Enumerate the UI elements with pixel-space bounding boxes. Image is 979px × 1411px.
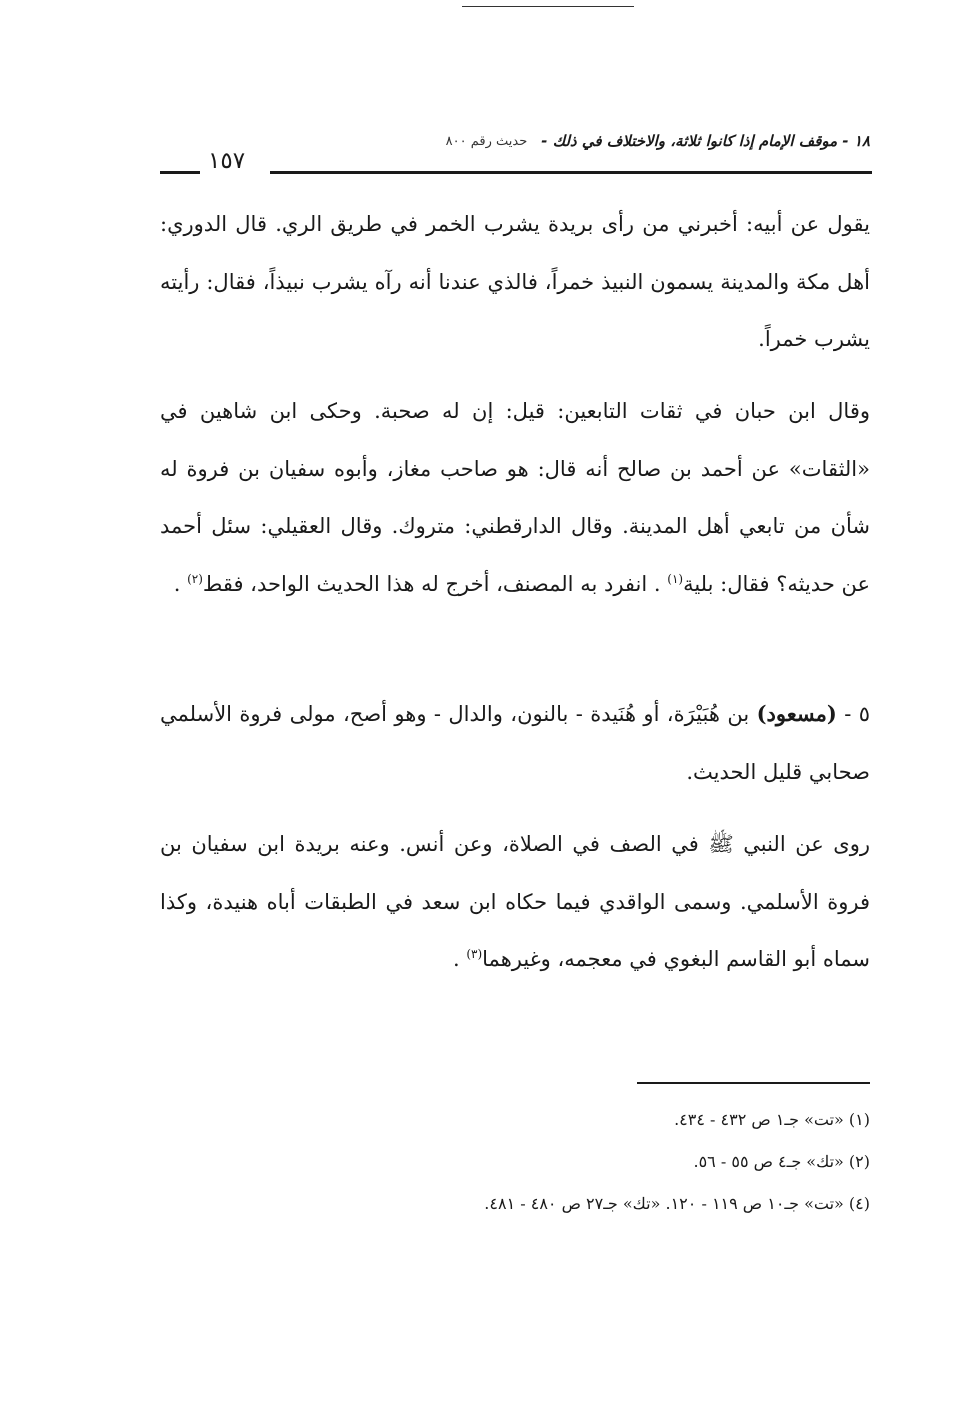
paragraph-3 <box>160 685 870 801</box>
entry-number: ٥ - <box>844 702 870 726</box>
paragraph-text: بن هُبَيْرَة، أو هُنَيدة - بالنون، والدال - وهو أصح، مولى فروة الأسلمي صحابي قليل الحديث. <box>160 702 870 784</box>
rule-dash <box>160 171 200 174</box>
footnote-divider <box>637 1082 870 1084</box>
paragraph-4 <box>160 816 870 989</box>
paragraph-text: روى عن النبي ﷺ في الصف في الصلاة، وعن أنس. وعنه بريدة ابن سفيان بن فروة الأسلمي. وسمى الواقدي فيما حكاه ابن سعد في الطبقات أباه هنيدة، وكذا سماه أبو القاسم البغوي في معجمه، وغيرهما <box>160 832 870 971</box>
footnote-2: (٢) «تك» جـ٤ ص ٥٥ - ٥٦. <box>693 1152 870 1171</box>
paragraph-2 <box>160 383 870 613</box>
footnote-1: (١) «تت» جـ١ ص ٤٣٢ - ٤٣٤. <box>674 1110 870 1129</box>
rule-line <box>270 171 872 174</box>
running-header <box>160 126 870 156</box>
footnote-marker: (٣) <box>466 947 483 961</box>
top-rule <box>462 6 634 7</box>
chapter-title: ١٨ - موقف الإمام إذا كانوا ثلاثة، والاختلاف في ذلك - <box>541 132 870 150</box>
header-rule <box>160 148 872 178</box>
paragraph-text: . انفرد به المصنف، أخرج له هذا الحديث الواحد، فقط <box>202 571 661 596</box>
paragraph-text: . <box>173 571 181 596</box>
footnote-marker: (٢) <box>187 571 203 586</box>
footnote-3: (٤) «تت» جـ١٠ ص ١١٩ - ١٢٠. «تك» جـ٢٧ ص ٤٨٠ - ٤٨١. <box>484 1194 870 1213</box>
page-number: ١٥٧ <box>208 148 246 174</box>
footnote-marker: (١) <box>667 571 684 586</box>
hadith-reference: حديث رقم ٨٠٠ <box>445 133 528 149</box>
narrator-name: (مسعود) <box>756 701 837 726</box>
paragraph-text: يقول عن أبيه: أخبرني من رأى بريدة يشرب الخمر في طريق الري. قال الدوري: أهل مكة والمدينة يسمون النبيذ خمراً، فالذي عندنا أنه رآه يشرب نبيذاً، فقال: رأيته يشرب خمراً. <box>160 212 870 351</box>
paragraph-1 <box>160 196 870 369</box>
paragraph-text: وقال ابن حبان في ثقات التابعين: قيل: إن له صحبة. وحكى ابن شاهين في «الثقات» عن أحمد بن صالح أنه قال: هو صاحب مغاز، وأبوه سفيان بن فروة له شأن من تابعي أهل المدينة. وقال الدارقطني: متروك. وقال العقيلي: سئل أحمد عن حديثه؟ فقال: بلية <box>160 399 870 596</box>
paragraph-text: . <box>452 947 460 971</box>
